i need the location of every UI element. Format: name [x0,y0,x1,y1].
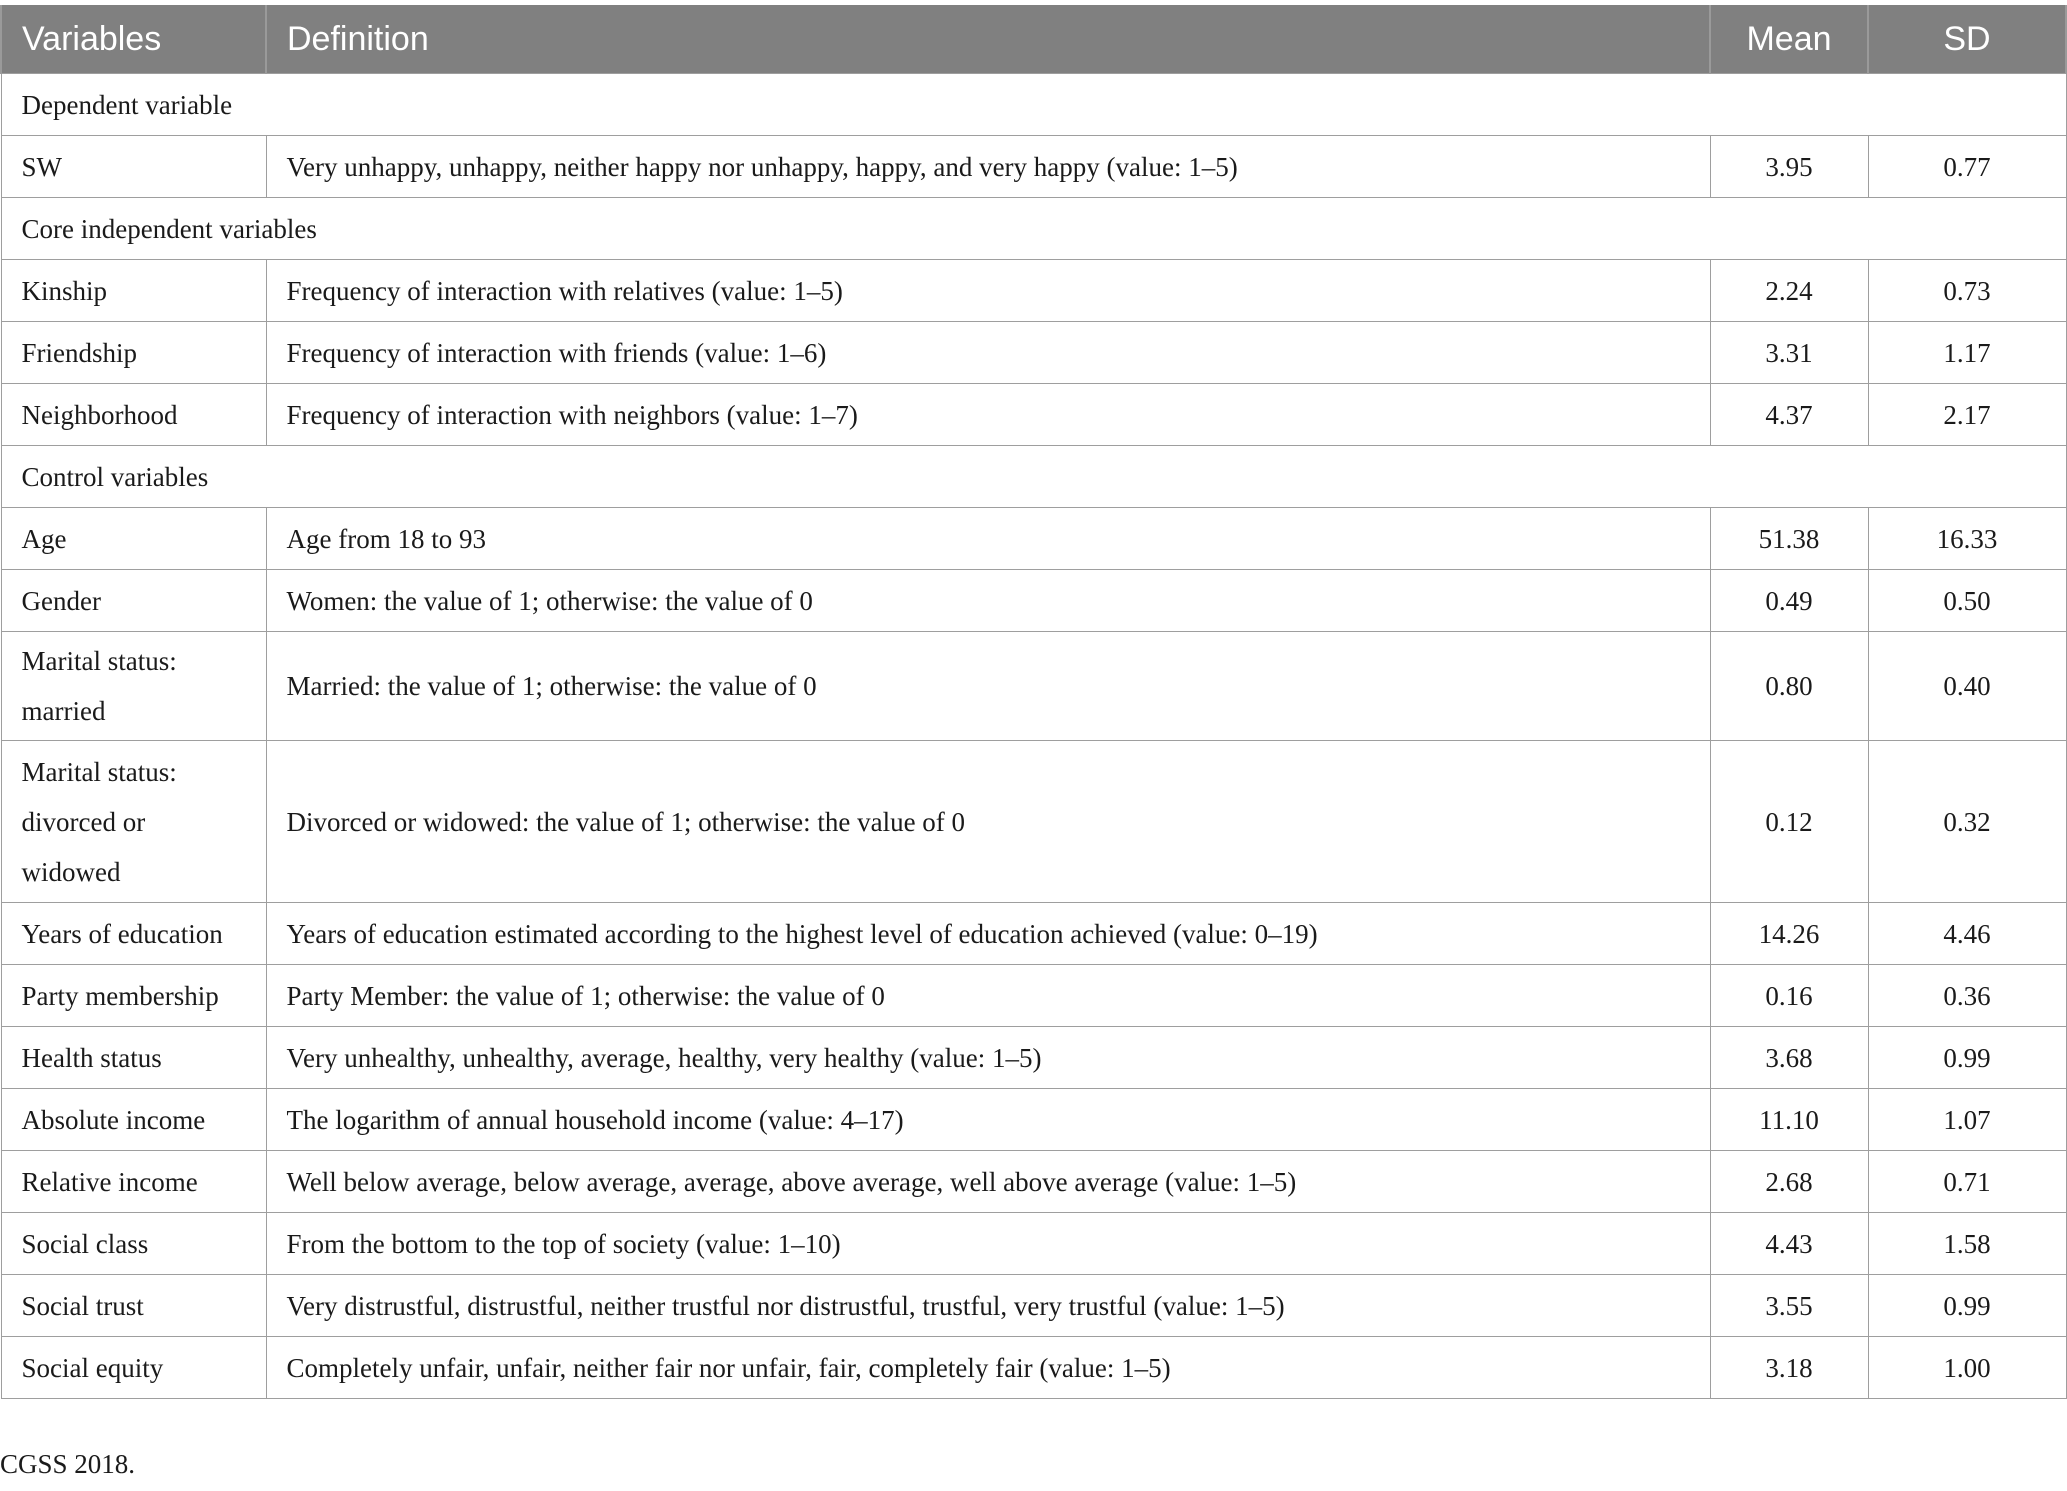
cell-sd: 1.17 [1868,322,2066,384]
cell-sd: 1.58 [1868,1213,2066,1275]
cell-mean: 3.55 [1710,1275,1868,1337]
cell-sd: 1.00 [1868,1337,2066,1399]
section-label: Core independent variables [1,198,2066,260]
cell-sd: 0.71 [1868,1151,2066,1213]
cell-sd: 0.77 [1868,136,2066,198]
cell-definition: Very unhealthy, unhealthy, average, healthy, very healthy (value: 1–5) [266,1027,1710,1089]
cell-mean: 0.12 [1710,741,1868,903]
cell-variable: Party membership [1,965,266,1027]
cell-definition: Party Member: the value of 1; otherwise: the value of 0 [266,965,1710,1027]
header-mean: Mean [1710,5,1868,74]
table-row [1,741,2066,903]
cell-sd: 1.07 [1868,1089,2066,1151]
cell-variable: Marital status: married [1,632,266,741]
cell-variable: Social class [1,1213,266,1275]
cell-mean: 2.24 [1710,260,1868,322]
table-row [1,1337,2066,1399]
table-row [1,260,2066,322]
cell-definition: Frequency of interaction with friends (value: 1–6) [266,322,1710,384]
cell-sd: 16.33 [1868,508,2066,570]
cell-variable: Neighborhood [1,384,266,446]
header-definition: Definition [266,5,1710,74]
table-row [1,508,2066,570]
cell-sd: 0.36 [1868,965,2066,1027]
cell-mean: 0.49 [1710,570,1868,632]
cell-variable: Social equity [1,1337,266,1399]
section-row [1,198,2066,260]
table-row [1,903,2066,965]
cell-definition: Completely unfair, unfair, neither fair nor unfair, fair, completely fair (value: 1–5) [266,1337,1710,1399]
cell-sd: 0.40 [1868,632,2066,741]
header-sd: SD [1868,5,2066,74]
cell-variable: Social trust [1,1275,266,1337]
cell-definition: Women: the value of 1; otherwise: the value of 0 [266,570,1710,632]
header-row [1,5,2066,74]
cell-mean: 0.80 [1710,632,1868,741]
cell-variable: Age [1,508,266,570]
cell-variable: Relative income [1,1151,266,1213]
cell-sd: 0.99 [1868,1027,2066,1089]
table-header [1,5,2066,74]
cell-variable: SW [1,136,266,198]
cell-sd: 0.99 [1868,1275,2066,1337]
section-row [1,74,2066,136]
section-label: Control variables [1,446,2066,508]
cell-sd: 4.46 [1868,903,2066,965]
cell-sd: 0.32 [1868,741,2066,903]
cell-mean: 2.68 [1710,1151,1868,1213]
cell-variable: Years of education [1,903,266,965]
section-row [1,446,2066,508]
cell-definition: Frequency of interaction with relatives (value: 1–5) [266,260,1710,322]
cell-mean: 51.38 [1710,508,1868,570]
table-row [1,570,2066,632]
table-row [1,1151,2066,1213]
table-row [1,1275,2066,1337]
table-row [1,632,2066,741]
cell-definition: Divorced or widowed: the value of 1; otherwise: the value of 0 [266,741,1710,903]
table-row [1,1213,2066,1275]
cell-variable: Marital status: divorced or widowed [1,741,266,903]
cell-mean: 4.37 [1710,384,1868,446]
data-table-container [0,5,2067,1399]
table-body [1,74,2066,1399]
cell-definition: Well below average, below average, average, above average, well above average (value: 1–5) [266,1151,1710,1213]
table-row [1,1027,2066,1089]
cell-mean: 14.26 [1710,903,1868,965]
cell-variable: Kinship [1,260,266,322]
cell-sd: 0.73 [1868,260,2066,322]
cell-mean: 3.95 [1710,136,1868,198]
cell-variable: Absolute income [1,1089,266,1151]
cell-variable: Health status [1,1027,266,1089]
table-row [1,1089,2066,1151]
table-row [1,136,2066,198]
cell-mean: 3.31 [1710,322,1868,384]
cell-mean: 4.43 [1710,1213,1868,1275]
cell-mean: 11.10 [1710,1089,1868,1151]
cell-definition: Frequency of interaction with neighbors (value: 1–7) [266,384,1710,446]
cell-mean: 3.18 [1710,1337,1868,1399]
cell-variable: Friendship [1,322,266,384]
cell-definition: Years of education estimated according to the highest level of education achieved (value: 0–19) [266,903,1710,965]
cell-definition: Married: the value of 1; otherwise: the value of 0 [266,632,1710,741]
cell-definition: Age from 18 to 93 [266,508,1710,570]
cell-sd: 2.17 [1868,384,2066,446]
table-row [1,965,2066,1027]
cell-mean: 0.16 [1710,965,1868,1027]
cell-variable: Gender [1,570,266,632]
cell-definition: From the bottom to the top of society (value: 1–10) [266,1213,1710,1275]
cell-definition: The logarithm of annual household income (value: 4–17) [266,1089,1710,1151]
source-note: CGSS 2018. [0,1449,136,1479]
section-label: Dependent variable [1,74,2066,136]
variables-table [0,5,2067,1399]
cell-definition: Very unhappy, unhappy, neither happy nor unhappy, happy, and very happy (value: 1–5) [266,136,1710,198]
table-row [1,322,2066,384]
header-variables: Variables [1,5,266,74]
cell-definition: Very distrustful, distrustful, neither trustful nor distrustful, trustful, very trustful (value: 1–5) [266,1275,1710,1337]
cell-mean: 3.68 [1710,1027,1868,1089]
table-row [1,384,2066,446]
cell-sd: 0.50 [1868,570,2066,632]
